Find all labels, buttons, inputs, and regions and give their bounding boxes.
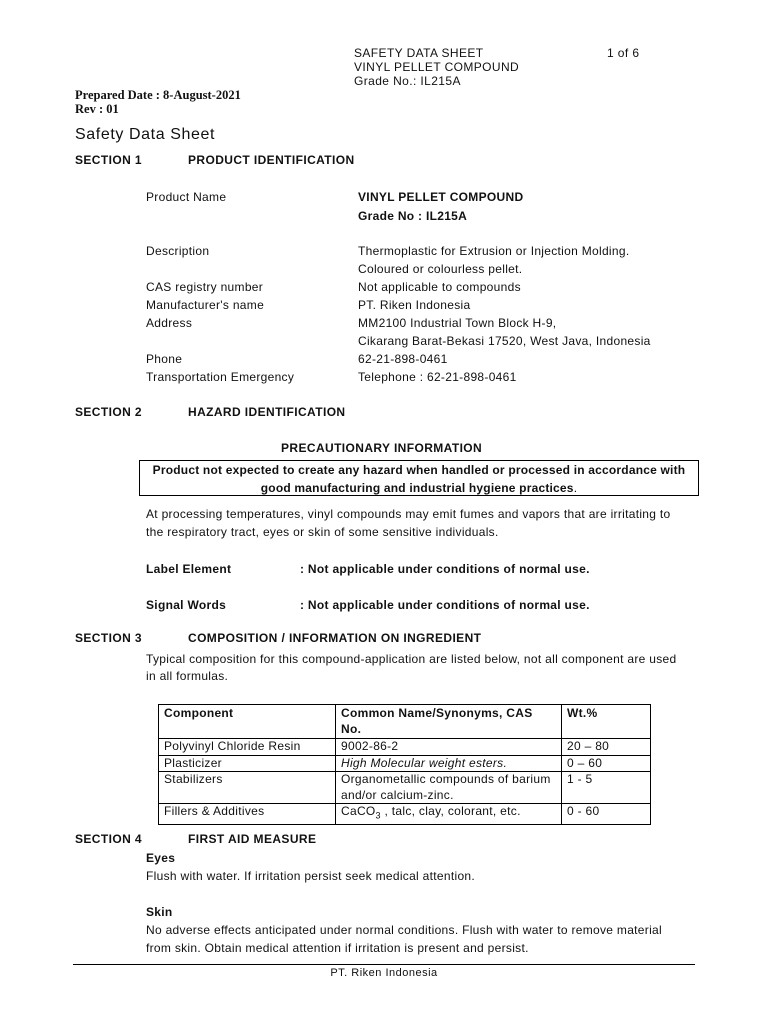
value-description-2: Coloured or colourless pellet.	[358, 262, 523, 276]
cell-component: Plasticizer	[159, 755, 336, 772]
value-address-1: MM2100 Industrial Town Block H-9,	[358, 316, 557, 330]
cell-formula: CaCO	[341, 804, 376, 818]
cell-formula-subscript: 3	[375, 810, 381, 821]
header-product: VINYL PELLET COMPOUND	[354, 60, 520, 74]
composition-table	[158, 704, 651, 825]
footer-divider	[73, 964, 695, 965]
header-common-name-line1: Common Name/Synonyms, CAS	[341, 706, 533, 720]
cell-common-name: High Molecular weight esters.	[336, 755, 562, 772]
value-product-name: VINYL PELLET COMPOUND	[358, 190, 524, 204]
precaution-heading: PRECAUTIONARY INFORMATION	[281, 441, 483, 455]
section3-title: COMPOSITION / INFORMATION ON INGREDIENT	[188, 631, 482, 645]
table-row	[159, 755, 651, 772]
hazard-notice-line1: Product not expected to create any hazard when handled or processed in accordance with	[152, 463, 686, 477]
header-doc-type: SAFETY DATA SHEET	[354, 46, 484, 60]
table-row	[159, 739, 651, 756]
signal-words-value: : Not applicable under conditions of normal use.	[300, 598, 590, 612]
cell-common-name: 9002-86-2	[336, 739, 562, 756]
hazard-notice-line2-period: .	[573, 481, 578, 495]
section4-title: FIRST AID MEASURE	[188, 832, 317, 846]
cell-component: Stabilizers	[159, 772, 336, 804]
header-common-name-line2: No.	[341, 721, 362, 736]
section4-number: SECTION 4	[75, 832, 142, 846]
skin-text-1: No adverse effects anticipated under normal conditions. Flush with water to remove material	[146, 923, 662, 937]
cell-weight: 1 - 5	[562, 772, 651, 804]
footer-company: PT. Riken Indonesia	[330, 967, 438, 979]
label-address: Address	[146, 316, 193, 330]
value-address-2: Cikarang Barat-Bekasi 17520, West Java, Indonesia	[358, 334, 651, 348]
value-emergency: Telephone : 62-21-898-0461	[358, 370, 517, 384]
header-common-name	[336, 705, 562, 739]
page-title: Safety Data Sheet	[75, 126, 216, 143]
value-cas: Not applicable to compounds	[358, 280, 521, 294]
eyes-text: Flush with water. If irritation persist seek medical attention.	[146, 869, 476, 883]
hazard-notice-line2-text: good manufacturing and industrial hygiene practices	[260, 481, 574, 495]
label-cas: CAS registry number	[146, 280, 264, 294]
revision: Rev : 01	[75, 102, 119, 116]
header-grade: Grade No.: IL215A	[354, 74, 461, 88]
section2-number: SECTION 2	[75, 405, 142, 419]
cell-weight: 20 – 80	[562, 739, 651, 756]
hazard-para-1: At processing temperatures, vinyl compounds may emit fumes and vapors that are irritating to	[146, 507, 671, 521]
cell-common-name-line1: Organometallic compounds of barium	[341, 772, 551, 786]
cell-common-name	[336, 772, 562, 804]
value-phone: 62-21-898-0461	[358, 352, 448, 366]
cell-common-name-line2: and/or calcium-zinc.	[341, 787, 454, 802]
table-row	[159, 772, 651, 804]
cell-component: Polyvinyl Chloride Resin	[159, 739, 336, 756]
hazard-notice-box	[139, 460, 699, 496]
composition-intro-2: in all formulas.	[146, 669, 229, 683]
value-description-1: Thermoplastic for Extrusion or Injection Molding.	[358, 244, 630, 258]
value-grade: Grade No : IL215A	[358, 209, 468, 223]
cell-component: Fillers & Additives	[159, 804, 336, 825]
hazard-para-2: the respiratory tract, eyes or skin of some sensitive individuals.	[146, 525, 499, 539]
prepared-date: Prepared Date : 8-August-2021	[75, 88, 241, 102]
label-manufacturer: Manufacturer's name	[146, 298, 265, 312]
cell-common-name	[336, 804, 562, 825]
section3-number: SECTION 3	[75, 631, 142, 645]
eyes-heading: Eyes	[146, 851, 176, 865]
section1-title: PRODUCT IDENTIFICATION	[188, 153, 355, 167]
hazard-notice-line2	[140, 479, 698, 497]
label-product-name: Product Name	[146, 190, 227, 204]
composition-intro-1: Typical composition for this compound-application are listed below, not all component are used	[146, 652, 677, 666]
cell-weight: 0 – 60	[562, 755, 651, 772]
section1-number: SECTION 1	[75, 153, 142, 167]
label-element-label: Label Element	[146, 562, 232, 576]
label-phone: Phone	[146, 352, 183, 366]
page-number: 1 of 6	[607, 46, 640, 60]
cell-weight: 0 - 60	[562, 804, 651, 825]
cell-formula-rest: , talc, clay, colorant, etc.	[380, 804, 521, 818]
label-emergency: Transportation Emergency	[146, 370, 295, 384]
label-element-value: : Not applicable under conditions of normal use.	[300, 562, 590, 576]
label-description: Description	[146, 244, 210, 258]
header-weight: Wt.%	[562, 705, 651, 739]
table-row	[159, 804, 651, 825]
skin-text-2: from skin. Obtain medical attention if irritation is present and persist.	[146, 941, 529, 955]
skin-heading: Skin	[146, 905, 173, 919]
signal-words-label: Signal Words	[146, 598, 227, 612]
value-manufacturer: PT. Riken Indonesia	[358, 298, 471, 312]
header-component: Component	[159, 705, 336, 739]
table-header-row	[159, 705, 651, 739]
section2-title: HAZARD IDENTIFICATION	[188, 405, 346, 419]
